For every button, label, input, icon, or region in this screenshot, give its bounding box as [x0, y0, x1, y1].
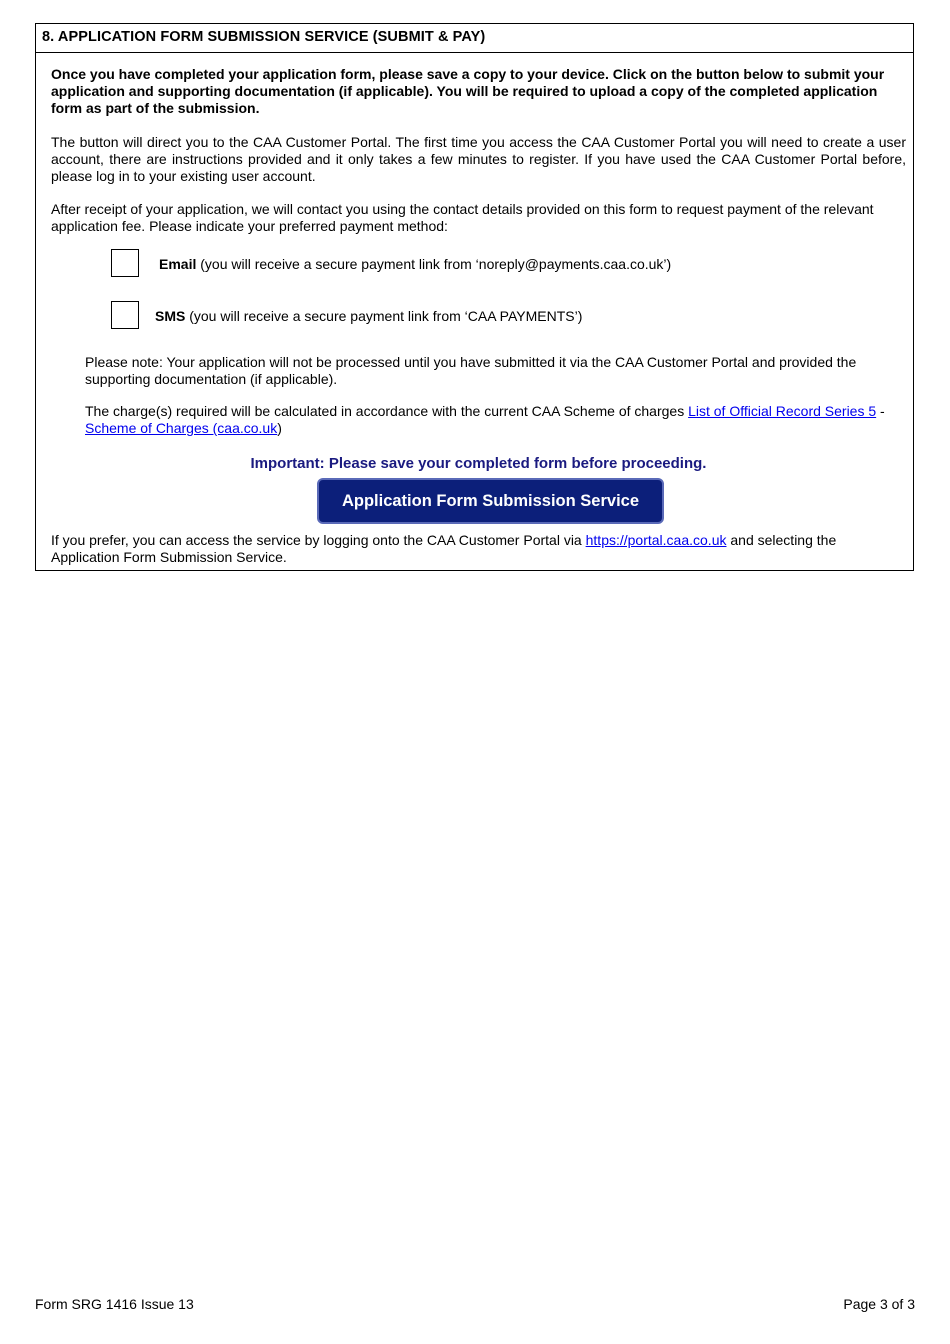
intro-text: Once you have completed your application form, please save a copy to your device. Click on the button below to submit your application and supporting documentation (if applicable). You will be required to upload a copy of the completed application form as part of the submission.	[51, 66, 885, 116]
form-identifier: Form SRG 1416 Issue 13	[35, 1296, 194, 1312]
email-option-title: Email	[159, 256, 197, 272]
payment-intro-text: After receipt of your application, we will contact you using the contact details provided on this form to request payment of the relevant application fee. Please indicate your preferred payment method:	[51, 201, 874, 234]
sms-option-title: SMS	[155, 308, 186, 324]
alternative-after: and selecting the Application Form Submission Service.	[51, 532, 837, 565]
sms-payment-checkbox[interactable]	[111, 301, 139, 329]
important-notice: Important: Please save your completed form before proceeding.	[250, 455, 707, 472]
alternative-before: If you prefer, you can access the service by logging onto the CAA Customer Portal via	[51, 532, 586, 548]
official-record-link[interactable]: List of Official Record Series 5	[688, 403, 877, 419]
alternative-access-text	[51, 532, 906, 566]
charges-note	[85, 403, 885, 437]
portal-info-text: The button will direct you to the CAA Customer Portal. The first time you access the CAA Customer Portal you will need to create a user account, there are instructions provided and it only takes a few minutes to register. If you have used the CAA Customer Portal before, please log in to your existing user account.	[51, 134, 906, 184]
email-option-label	[159, 256, 671, 273]
application-form-submission-button[interactable]: Application Form Submission Service	[317, 478, 664, 524]
sms-option-label	[155, 308, 582, 325]
scheme-of-charges-link[interactable]: Scheme of Charges (caa.co.uk	[85, 420, 278, 436]
section-title: 8. APPLICATION FORM SUBMISSION SERVICE (SUBMIT & PAY)	[36, 24, 913, 53]
page-number: Page 3 of 3	[843, 1296, 915, 1312]
charges-separator: -	[876, 403, 885, 419]
charges-text: The charge(s) required will be calculated in accordance with the current CAA Scheme of charges	[85, 403, 689, 419]
processing-note: Please note: Your application will not be processed until you have submitted it via the CAA Customer Portal and provided the supporting documentation (if applicable).	[85, 354, 857, 387]
portal-link[interactable]: https://portal.caa.co.uk	[585, 532, 727, 548]
sms-option-desc: (you will receive a secure payment link from ‘CAA PAYMENTS’)	[185, 308, 583, 324]
submission-section	[35, 23, 914, 571]
charges-closing: )	[277, 420, 282, 436]
email-payment-checkbox[interactable]	[111, 249, 139, 277]
email-option-desc: (you will receive a secure payment link from ‘noreply@payments.caa.co.uk’)	[196, 256, 672, 272]
